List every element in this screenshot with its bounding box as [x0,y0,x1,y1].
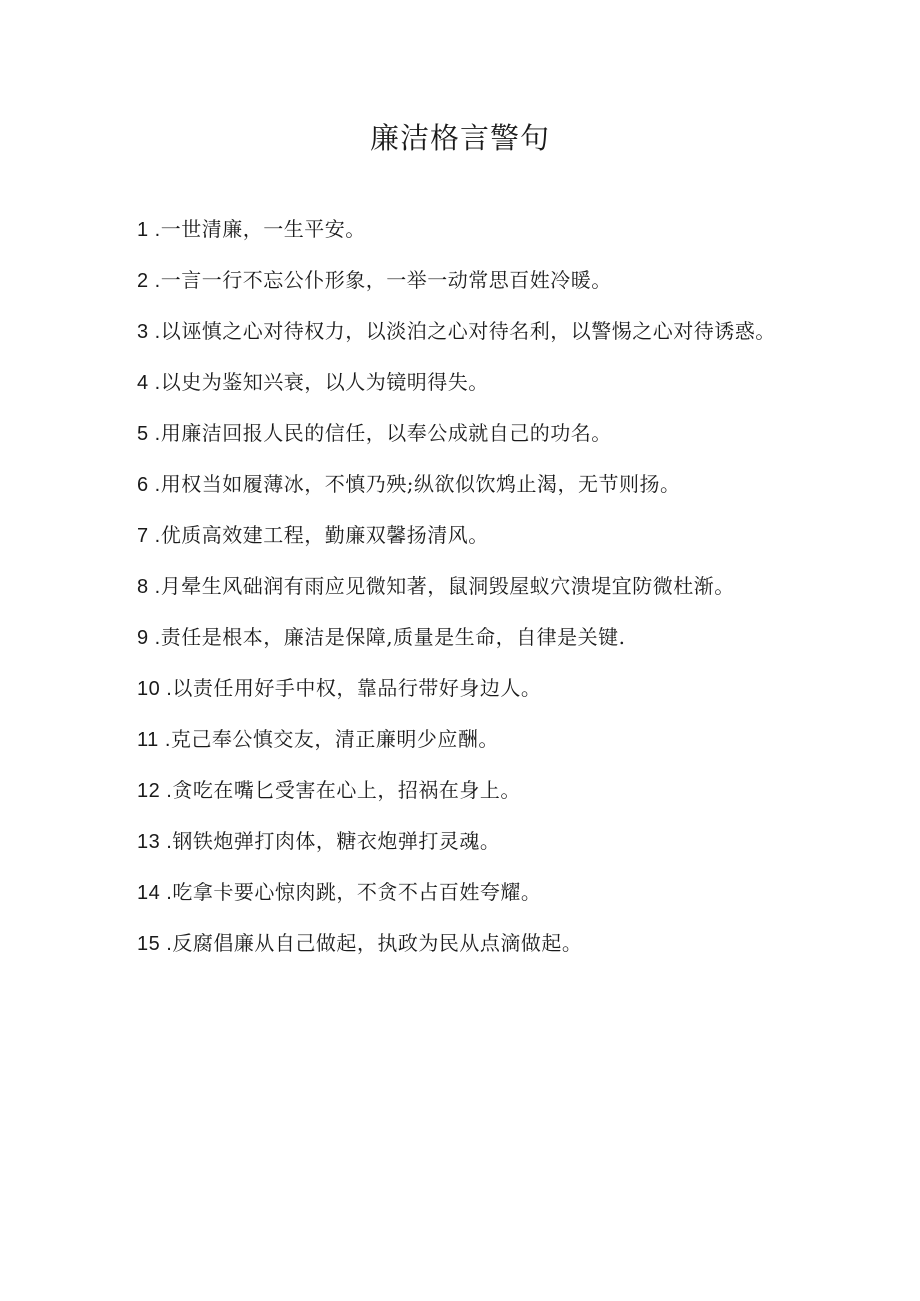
list-item [137,673,797,704]
item-text: 优质高效建工程，勤廉双馨扬清风。 [160,523,489,547]
item-separator: . [148,525,161,547]
list-item [137,826,797,857]
list-item [137,724,797,755]
item-separator: . [160,933,173,955]
item-separator: . [160,780,173,802]
item-separator: . [148,321,161,343]
item-number: 6 [137,474,149,496]
list-item [137,928,797,959]
item-number: 10 [137,678,161,700]
list-item [137,418,797,449]
list-item [137,775,797,806]
item-separator: . [160,831,173,853]
item-number: 5 [137,423,149,445]
item-text: 责任是根本，廉洁是保障,质量是生命，自律是关键. [160,625,626,649]
item-text: 以责任用好手中权，靠品行带好身边人。 [172,676,542,700]
item-text: 以史为鉴知兴衰，以人为镜明得失。 [160,370,489,394]
item-separator: . [148,474,161,496]
item-separator: . [158,729,171,751]
item-separator: . [160,882,173,904]
item-separator: . [148,372,161,394]
item-text: 用权当如履薄冰，不慎乃殃;纵欲似饮鸩止渴，无节则扬。 [160,472,681,496]
item-text: 一言一行不忘公仆形象，一举一动常思百姓冷暖。 [160,268,612,292]
item-separator: . [148,576,161,598]
list-item [137,469,797,500]
item-number: 4 [137,372,149,394]
item-text: 一世清廉，一生平安。 [160,217,366,241]
list-item [137,571,797,602]
item-text: 贪吃在嘴匕受害在心上，招祸在身上。 [172,778,521,802]
item-text: 克己奉公慎交友，清正廉明少应酬。 [170,727,499,751]
item-separator: . [148,270,161,292]
item-text: 用廉洁回报人民的信任，以奉公成就自己的功名。 [160,421,612,445]
list-item [137,265,797,296]
item-separator: . [160,678,173,700]
item-number: 7 [137,525,149,547]
list-item [137,367,797,398]
item-number: 12 [137,780,161,802]
item-number: 9 [137,627,149,649]
item-text: 吃拿卡要心惊肉跳，不贪不占百姓夸耀。 [172,880,542,904]
item-number: 8 [137,576,149,598]
item-text: 月晕生风础润有雨应见微知著，鼠洞毁屋蚁穴溃堤宜防微杜渐。 [160,574,735,598]
motto-list [137,214,797,979]
item-separator: . [148,627,161,649]
item-number: 15 [137,933,161,955]
item-text: 以诬慎之心对待权力，以淡泊之心对待名利，以警惕之心对待诱惑。 [160,319,776,343]
item-text: 钢铁炮弹打肉体，糖衣炮弹打灵魂。 [172,829,501,853]
item-number: 2 [137,270,149,292]
item-text: 反腐倡廉从自己做起，执政为民从点滴做起。 [172,931,583,955]
page-title: 廉洁格言警句 [369,121,550,155]
item-separator: . [148,219,161,241]
item-number: 14 [137,882,161,904]
item-number: 3 [137,321,149,343]
item-separator: . [148,423,161,445]
list-item [137,214,797,245]
item-number: 11 [137,729,159,751]
list-item [137,316,797,347]
item-number: 1 [137,219,149,241]
item-number: 13 [137,831,161,853]
list-item [137,622,797,653]
list-item [137,520,797,551]
list-item [137,877,797,908]
